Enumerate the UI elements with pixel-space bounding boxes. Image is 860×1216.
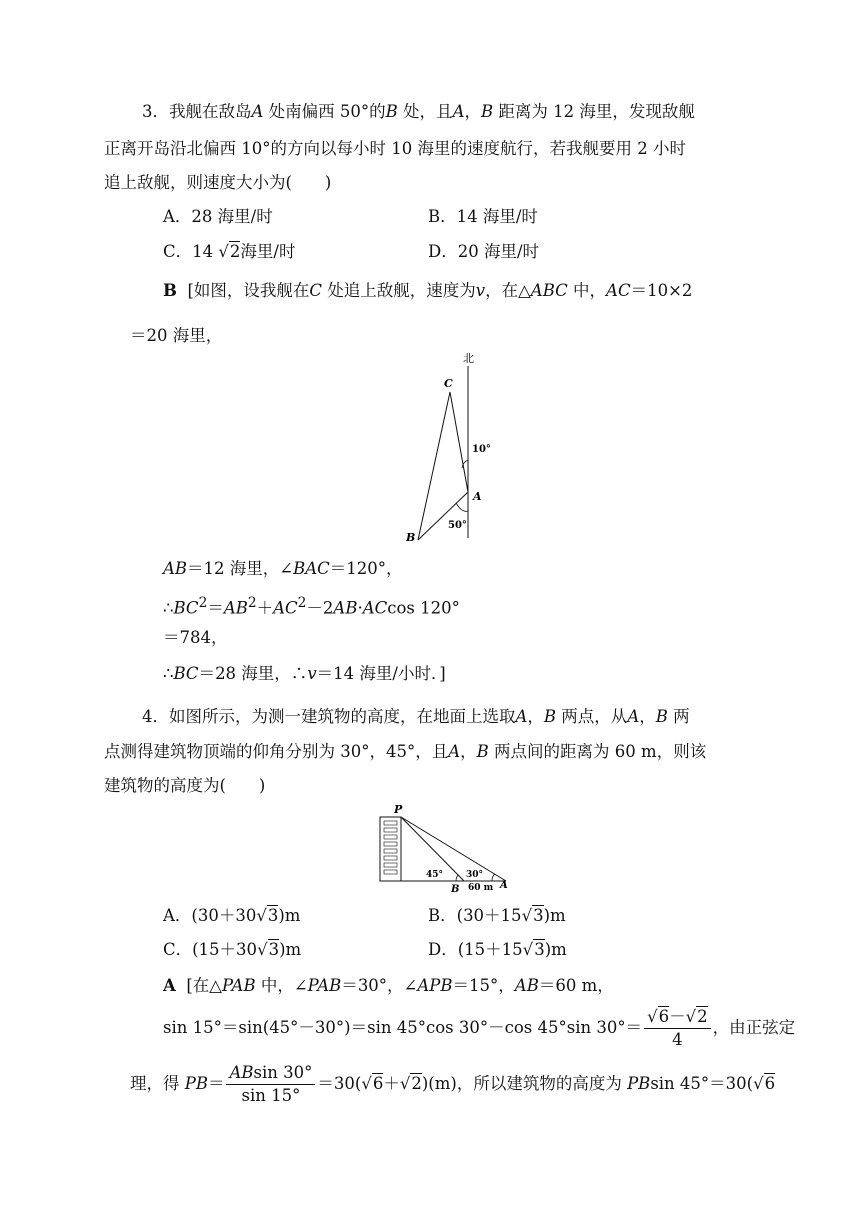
exponent: 2 [297,595,307,611]
north-label: 北 [463,352,474,365]
text: ，由正弦定 [712,1018,796,1037]
text: B．(30＋15 [428,906,522,925]
line-pa [401,817,506,881]
var: PAB [307,976,342,995]
text: cos 120° [387,598,460,618]
q3-option-d: D．20 海里/时 [428,242,540,261]
text: 中，∠ [255,976,308,995]
var: B [476,742,489,761]
var: B [480,102,494,121]
q4-solution-line-1 [163,974,614,998]
q4-line-1 [142,705,690,729]
text: ＝ [207,1074,225,1093]
angle-50-arc [456,503,468,511]
text: )m [279,940,302,959]
text: ，在△ [485,281,531,300]
answer-letter: B [163,281,177,300]
var: AB [514,976,539,995]
q4-line-3: 建筑物的高度为( ) [104,776,266,795]
text: －2 [306,598,334,618]
q3-solution-line-2: ＝20 海里， [130,326,223,345]
var: B [655,707,668,726]
sqrt-symbol: √ [256,906,267,925]
label-p: P [394,803,403,816]
numerator [226,1062,315,1085]
text: )(m)，所以建筑物的高度为 [421,1074,628,1093]
fraction [226,1062,315,1107]
radicand: 3 [533,906,544,925]
label-c: C [444,377,453,390]
var: v [307,664,317,683]
q4-line-2 [104,740,706,764]
text: 中， [567,281,607,300]
q3-option-c [163,240,295,264]
var: AB [229,1063,254,1082]
text: 距离为 12 海里，发现敌舰 [493,102,695,121]
angle-30-arc [492,874,495,881]
text: ＋ [256,598,274,618]
label-a: A [473,490,482,503]
q3-solution-line-4 [163,591,460,621]
q4-option-b [428,904,566,928]
label-b: B [406,531,416,544]
q4-solution-line-2 [163,1006,795,1051]
text: )m [543,906,566,925]
text: ＝120°， [329,559,403,578]
angle-30-label: 30° [466,870,484,880]
text: [如图，设我舰在 [187,281,310,300]
q4-solution-line-3: 理，得 PB＝ $\frac{ABsin 30^\circ}{\sin 15^\circ}$ ＝30(√6＋√2)(m)，所以建筑物的高度为 PBsin 45°＝30(√6 [130,1063,776,1105]
radicand: 3 [267,906,279,925]
q4-option-d [428,938,567,962]
text: 两 [667,707,690,726]
var: PAB [221,976,256,995]
text: ＝10×2 [630,281,693,300]
text: ＝14 海里/小时．] [316,664,446,683]
var: AC [273,598,298,618]
var: AC [362,598,388,618]
text: ＝30( [317,1074,362,1093]
radicand: 6 [372,1074,384,1093]
distance-label: 60 m [468,883,494,893]
radicand: 3 [534,940,545,959]
text: ＝28 海里，∴ [198,664,308,683]
exponent: 2 [198,595,208,611]
denominator: 4 [672,1030,683,1049]
var: B [543,707,557,726]
q3-solution-line-5: ＝784， [163,628,228,647]
var: C [309,281,323,300]
text: 海里/时 [240,242,296,261]
var: BC [173,598,199,618]
q3-line-2: 正离开岛沿北偏西 10°的方向以每小时 10 海里的速度航行，若我舰要用 2 小时 [104,139,686,158]
text: D．(15＋15 [428,940,523,959]
text: ， [527,707,544,726]
text: ， [464,102,481,121]
numerator: √6－√2 [644,1006,711,1029]
var: BAC [293,559,330,578]
text: C．(15＋30 [163,940,258,959]
text: ＝12 海里，∠ [187,559,294,578]
angle-10-label: 10° [472,444,491,455]
text: － [669,1007,686,1026]
text: 两点间的距离为 60 m，则该 [488,742,707,761]
text: ＝ [207,598,224,618]
q4-option-a [163,904,300,928]
q3-line-1 [142,100,695,124]
var: A [515,707,528,726]
text: 处，且 [397,102,453,121]
var: BC [173,664,199,683]
text: ＝60 m， [538,976,614,995]
angle-50-label: 50° [448,520,467,531]
text: 两点，从 [556,707,628,726]
text: 我舰在敌岛 [169,102,252,121]
denominator: sin 15° [241,1086,301,1105]
side-ac [450,392,468,492]
sqrt-symbol: √ [521,906,533,925]
text: 处追上敌舰，速度为 [322,281,476,300]
text: 处南偏西 50°的 [263,102,386,121]
var: A [448,742,461,761]
radicand: 2 [411,1074,422,1093]
var: AB [223,598,248,618]
label-b: B [451,884,460,895]
text: ， [639,707,656,726]
q3-option-b: B．14 海里/时 [428,207,538,226]
var: v [475,281,486,300]
var: AB [163,559,188,578]
radicand: 2 [697,1007,708,1026]
figure-building [360,800,520,895]
text: C．14 [163,242,219,261]
exponent: 2 [247,595,257,611]
therefore-symbol: ∴ [163,664,174,683]
question-number: 4． [142,707,169,726]
var: B [385,102,398,121]
text: )m [544,940,567,959]
text: ＋ [383,1074,400,1093]
text: ＝15°， [452,976,515,995]
text: sin 45°＝30( [650,1074,754,1093]
q3-solution-line-1 [163,279,692,303]
q3-option-a: A．28 海里/时 [163,207,273,226]
q3-line-3: 追上敌舰，则速度大小为( ) [104,173,332,192]
var: PB [627,1074,651,1093]
answer-letter: A [163,976,176,995]
text: 理，得 [130,1074,185,1093]
text: sin 30° [253,1063,313,1082]
angle-45-label: 45° [426,870,444,880]
figure-triangle-abc [400,348,510,546]
var: PB [184,1074,208,1093]
var: A [452,102,465,121]
text: [在△ [186,976,222,995]
side-ab [418,492,468,540]
var: A [251,102,264,121]
text: )m [278,906,301,925]
text: 如图所示，为测一建筑物的高度，在地面上选取 [169,707,516,726]
q3-solution-line-6 [163,662,446,686]
therefore-symbol: ∴ [163,598,174,618]
text: ＝30°，∠ [341,976,418,995]
sqrt-symbol: √ [257,940,268,959]
var: ABC [530,281,568,300]
var: APB [417,976,453,995]
radicand: 6 [658,1007,670,1026]
text: A．(30＋30 [163,906,257,925]
radicand: 2 [229,242,241,261]
text: sin 15°＝sin(45°－30°)＝sin 45°cos 30°－cos 45°sin 30°＝ [163,1018,643,1037]
var: AC [606,281,631,300]
text: 点测得建筑物顶端的仰角分别为 30°，45°，且 [104,742,449,761]
radicand: 3 [268,940,280,959]
text: ， [460,742,477,761]
label-a: A [500,880,508,891]
fraction [644,1006,711,1051]
var: AB [333,598,358,618]
q4-option-c [163,938,301,962]
sqrt-symbol: √ [218,242,229,261]
sqrt-symbol: √ [522,940,534,959]
q3-solution-line-3 [163,557,403,581]
side-bc [418,392,450,540]
text: · [357,598,363,618]
radicand: 6 [764,1074,776,1093]
question-number: 3． [142,102,169,121]
var: A [627,707,640,726]
